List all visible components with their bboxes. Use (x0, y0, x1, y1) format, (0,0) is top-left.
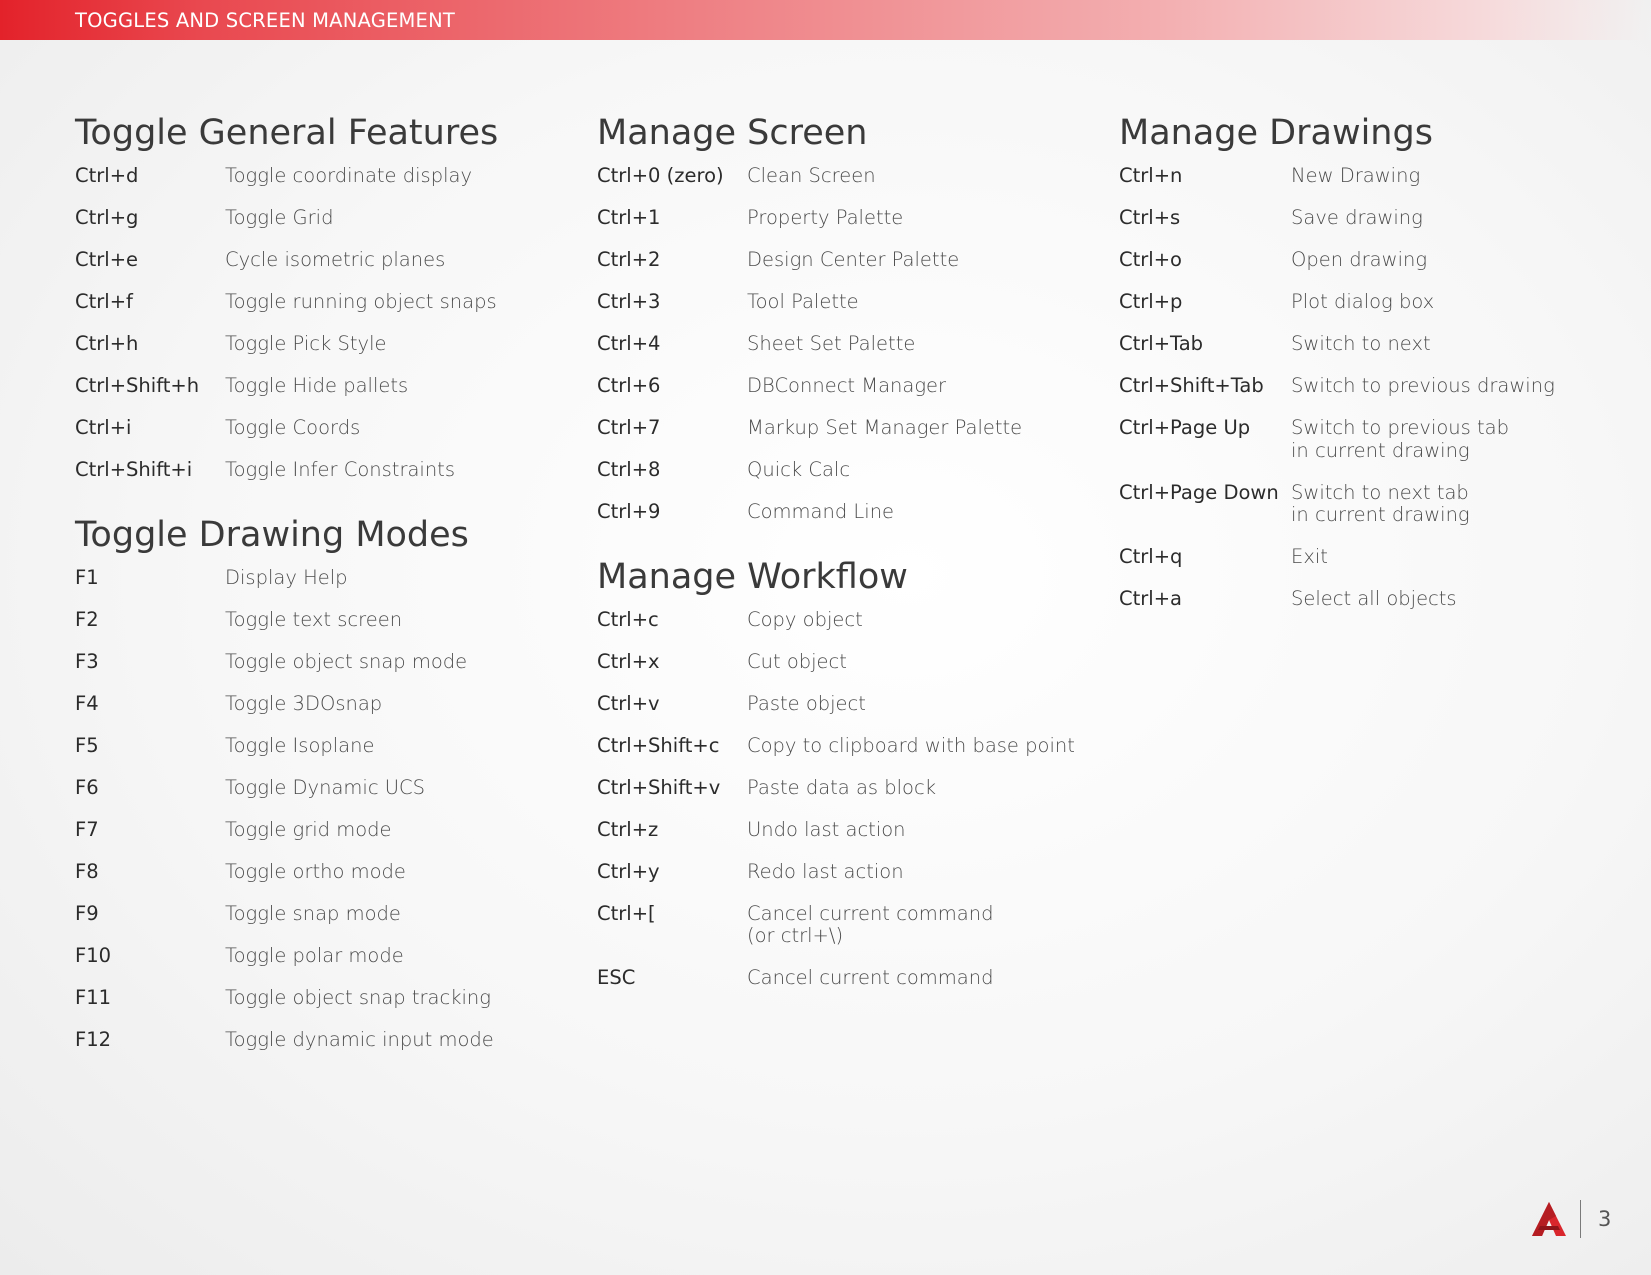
shortcut-description: Redo last action (747, 859, 904, 883)
shortcut-row (75, 567, 555, 590)
shortcut-key: F1 (75, 565, 99, 589)
shortcut-description: Cut object (747, 649, 847, 673)
shortcut-description: Toggle dynamic input mode (225, 1027, 494, 1051)
shortcut-row (597, 459, 1077, 482)
shortcut-description: DBConnect Manager (747, 374, 947, 397)
shortcut-description: Undo last action (747, 817, 906, 841)
shortcut-row (597, 777, 1077, 800)
shortcut-key: Ctrl+s (1119, 206, 1181, 229)
shortcut-row (75, 165, 555, 188)
shortcut-key: Ctrl+a (1119, 587, 1182, 610)
shortcut-key: Ctrl+Shift+Tab (1119, 374, 1264, 397)
shortcut-key: Ctrl+d (75, 164, 139, 187)
shortcut-key: F6 (75, 775, 99, 799)
shortcut-key: F4 (75, 691, 99, 715)
shortcut-row (597, 291, 1077, 314)
shortcut-row (75, 903, 555, 926)
shortcut-row (597, 375, 1077, 398)
shortcut-key: Ctrl+g (75, 206, 139, 229)
shortcut-key: Ctrl+2 (597, 248, 661, 271)
shortcut-key: Ctrl+q (1119, 545, 1183, 568)
shortcut-key: Ctrl+Shift+i (75, 458, 193, 481)
shortcut-key: Ctrl+o (1119, 248, 1182, 271)
shortcut-description: Save drawing (1291, 206, 1423, 229)
shortcut-description: Tool Palette (747, 290, 859, 313)
shortcut-row (75, 777, 555, 800)
shortcut-description: Open drawing (1291, 248, 1428, 271)
shortcut-description: Plot dialog box (1291, 290, 1435, 313)
shortcut-key: Ctrl+p (1119, 290, 1183, 313)
shortcut-row (75, 861, 555, 884)
shortcut-row (75, 459, 555, 482)
shortcut-row (597, 165, 1077, 188)
shortcut-row (75, 945, 555, 968)
shortcut-row (1119, 546, 1619, 569)
shortcut-description: Cancel current command (or ctrl+\) (747, 901, 994, 947)
shortcut-key: Ctrl+8 (597, 458, 661, 481)
section-toggle-drawing-modes (75, 512, 555, 1052)
shortcut-row (597, 501, 1077, 524)
shortcut-row (1119, 249, 1619, 272)
header-banner (0, 0, 1651, 40)
shortcut-key: F2 (75, 607, 99, 631)
shortcut-key: Ctrl+0 (zero) (597, 164, 724, 187)
shortcut-row (597, 651, 1077, 674)
shortcut-row (1119, 417, 1619, 462)
shortcut-row (597, 609, 1077, 632)
shortcut-key: Ctrl+Shift+h (75, 374, 200, 397)
shortcut-key: Ctrl+Shift+v (597, 775, 721, 799)
shortcut-row (597, 903, 1077, 948)
page-number: 3 (1598, 1207, 1612, 1231)
shortcut-row (75, 987, 555, 1010)
shortcut-description: Copy object (747, 607, 863, 631)
column-3 (1119, 110, 1619, 641)
shortcut-row (597, 417, 1077, 440)
shortcut-description: Design Center Palette (747, 248, 960, 271)
shortcut-description: Display Help (225, 565, 348, 589)
shortcut-description: Switch to next tab in current drawing (1291, 480, 1470, 526)
section-manage-screen (597, 110, 1077, 524)
shortcut-description: Toggle 3DOsnap (225, 691, 383, 715)
shortcut-key: Ctrl+Page Down (1119, 480, 1279, 504)
footer-divider (1580, 1200, 1581, 1238)
shortcut-row (597, 819, 1077, 842)
shortcut-row (75, 207, 555, 230)
shortcut-key: Ctrl+9 (597, 500, 661, 523)
shortcut-row (597, 249, 1077, 272)
shortcut-row (75, 1029, 555, 1052)
shortcut-description: Command Line (747, 500, 895, 523)
shortcut-description: Toggle Coords (225, 416, 361, 439)
shortcut-description: Toggle object snap tracking (225, 985, 491, 1009)
shortcut-key: Ctrl+7 (597, 416, 661, 439)
shortcut-row (1119, 165, 1619, 188)
shortcut-description: Toggle object snap mode (225, 649, 468, 673)
shortcut-description: Copy to clipboard with base point (747, 733, 1075, 757)
shortcut-description: Toggle coordinate display (225, 164, 472, 187)
shortcut-row (1119, 482, 1619, 527)
shortcut-description: Cancel current command (747, 966, 994, 989)
shortcut-key: Ctrl+e (75, 248, 139, 271)
shortcut-row (75, 417, 555, 440)
shortcut-row (75, 651, 555, 674)
shortcut-key: Ctrl+6 (597, 374, 661, 397)
shortcut-row (75, 333, 555, 356)
shortcut-description: Toggle Hide pallets (225, 374, 409, 397)
shortcut-row (75, 693, 555, 716)
shortcut-key: Ctrl+v (597, 691, 660, 715)
shortcut-row (1119, 375, 1619, 398)
shortcut-key: Ctrl+z (597, 817, 659, 841)
shortcut-row (597, 693, 1077, 716)
column-1 (75, 110, 555, 1081)
shortcut-key: F7 (75, 817, 99, 841)
shortcut-key: Ctrl+c (597, 607, 659, 631)
shortcut-description: Paste object (747, 691, 866, 715)
shortcut-description: Switch to next (1291, 332, 1431, 355)
shortcut-row (75, 375, 555, 398)
shortcut-description: Toggle polar mode (225, 943, 404, 967)
shortcut-description: Toggle Dynamic UCS (225, 775, 426, 799)
shortcut-description: Toggle snap mode (225, 901, 401, 925)
shortcut-description: Sheet Set Palette (747, 332, 916, 355)
shortcut-description: Exit (1291, 545, 1328, 568)
shortcut-row (75, 735, 555, 758)
shortcut-description: Select all objects (1291, 587, 1457, 610)
shortcut-description: Toggle running object snaps (225, 290, 497, 313)
shortcut-description: Toggle Grid (225, 206, 334, 229)
shortcut-row (597, 967, 1077, 990)
shortcut-key: F11 (75, 985, 112, 1009)
shortcut-row (597, 735, 1077, 758)
shortcut-key: Ctrl+y (597, 859, 660, 883)
shortcut-row (597, 333, 1077, 356)
shortcut-description: Clean Screen (747, 164, 876, 187)
autocad-logo-icon (1530, 1200, 1568, 1238)
shortcut-row (1119, 207, 1619, 230)
shortcut-description: Switch to previous tab in current drawing (1291, 416, 1509, 462)
shortcut-key: F12 (75, 1027, 112, 1051)
section-title: Manage Workflow (597, 556, 908, 597)
shortcut-key: Ctrl+Page Up (1119, 416, 1251, 439)
shortcut-row (75, 249, 555, 272)
column-2 (597, 110, 1077, 1020)
shortcut-description: Toggle Isoplane (225, 733, 375, 757)
section-toggle-general-features (75, 110, 555, 482)
shortcut-description: Toggle grid mode (225, 817, 392, 841)
shortcut-key: ESC (597, 966, 636, 989)
section-manage-drawings (1119, 110, 1619, 611)
shortcut-description: Toggle text screen (225, 607, 403, 631)
shortcut-description: Property Palette (747, 206, 904, 229)
shortcut-key: Ctrl+x (597, 649, 660, 673)
shortcut-row (597, 207, 1077, 230)
shortcut-key: Ctrl+n (1119, 164, 1183, 187)
shortcut-key: Ctrl+i (75, 416, 132, 439)
shortcut-description: Markup Set Manager Palette (747, 416, 1023, 439)
shortcut-row (75, 291, 555, 314)
section-title: Toggle General Features (75, 113, 499, 153)
section-title: Toggle Drawing Modes (75, 514, 469, 555)
shortcut-description: Paste data as block (747, 775, 937, 799)
shortcut-key: F8 (75, 859, 99, 883)
section-manage-workflow (597, 554, 1077, 990)
shortcut-key: Ctrl+Tab (1119, 332, 1204, 355)
shortcut-key: Ctrl+h (75, 332, 139, 355)
shortcut-row (597, 861, 1077, 884)
shortcut-description: Toggle ortho mode (225, 859, 406, 883)
section-title: Manage Drawings (1119, 113, 1433, 153)
shortcut-description: Cycle isometric planes (225, 248, 446, 271)
shortcut-description: Toggle Infer Constraints (225, 458, 455, 481)
shortcut-key: Ctrl+1 (597, 206, 661, 229)
shortcut-key: F5 (75, 733, 99, 757)
shortcut-description: Switch to previous drawing (1291, 374, 1555, 397)
shortcut-key: F9 (75, 901, 99, 925)
shortcut-key: Ctrl+f (75, 290, 133, 313)
shortcut-key: Ctrl+3 (597, 290, 661, 313)
shortcut-row (75, 819, 555, 842)
section-title: Manage Screen (597, 113, 868, 153)
shortcut-key: Ctrl+4 (597, 332, 661, 355)
shortcut-description: Quick Calc (747, 458, 851, 481)
shortcut-key: F3 (75, 649, 99, 673)
header-title: TOGGLES AND SCREEN MANAGEMENT (75, 9, 455, 32)
shortcut-key: Ctrl+[ (597, 901, 656, 925)
shortcut-description: New Drawing (1291, 164, 1421, 187)
shortcut-key: Ctrl+Shift+c (597, 733, 720, 757)
shortcut-row (1119, 291, 1619, 314)
shortcut-key: F10 (75, 943, 112, 967)
shortcut-row (75, 609, 555, 632)
shortcut-row (1119, 333, 1619, 356)
shortcut-row (1119, 588, 1619, 611)
shortcut-description: Toggle Pick Style (225, 332, 387, 355)
